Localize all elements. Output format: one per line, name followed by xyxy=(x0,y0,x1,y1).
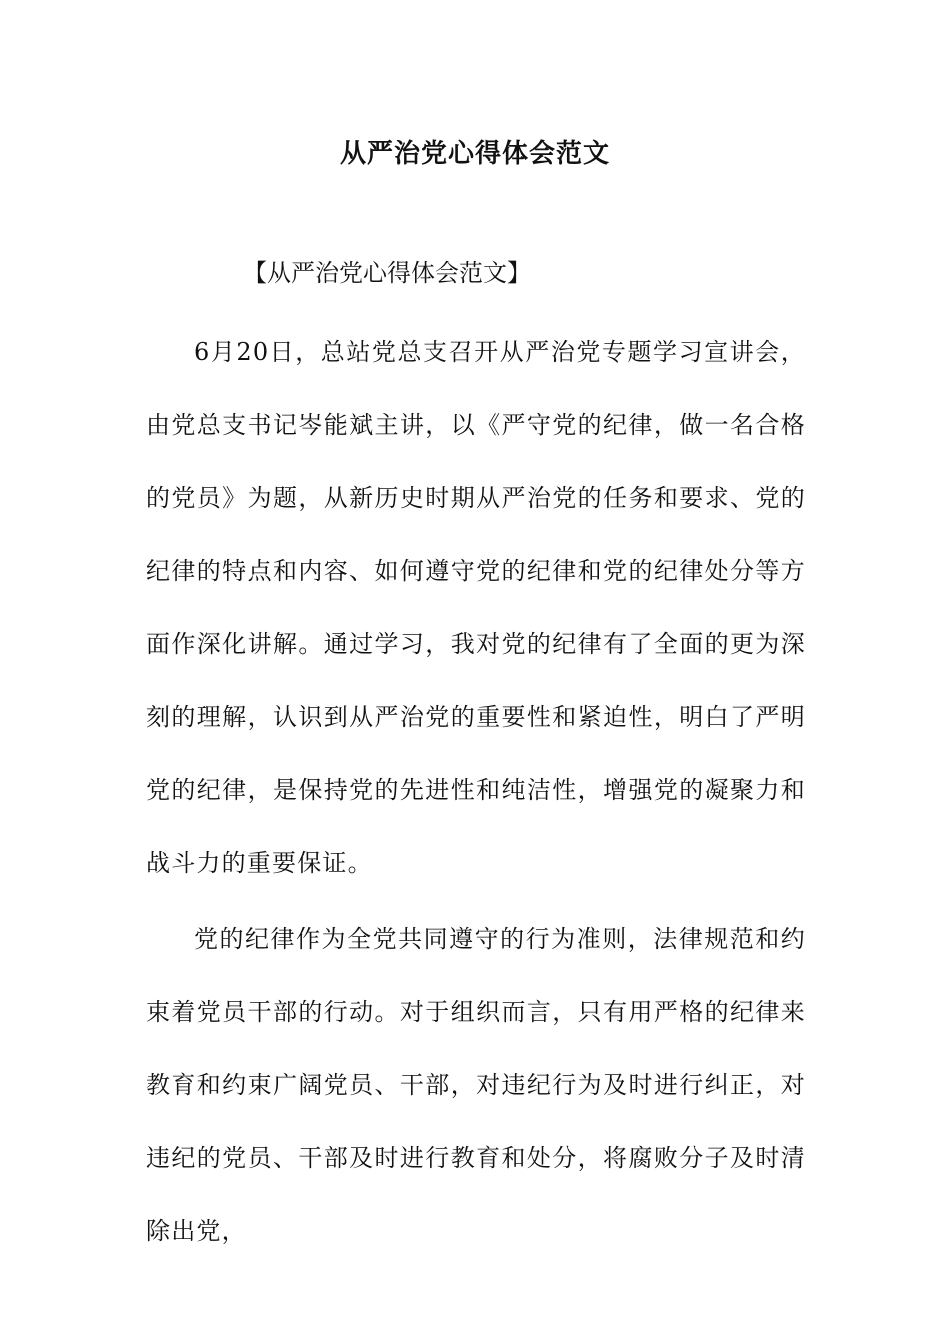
document-title: 从严治党心得体会范文 xyxy=(339,139,610,169)
document-subtitle: 【从严治党心得体会范文】 xyxy=(243,259,531,287)
body-paragraph-2: 党的纪律作为全党共同遵守的行为准则，法律规范和约束着党员干部的行动。对于组织而言，只有用严格的纪律来教育和约束广阔党员、干部，对违纪行为及时进行纠正，对违纪的党员、干部及时进行教育和处分，将腐败分子及时清除出党， xyxy=(146,925,806,1245)
body-paragraph-1: 6月20日，总站党总支召开从严治党专题学习宣讲会，由党总支书记岑能斌主讲，以《严守党的纪律，做一名合格的党员》为题，从新历史时期从严治党的任务和要求、党的纪律的特点和内容、如何遵守党的纪律和党的纪律处分等方面作深化讲解。通过学习，我对党的纪律有了全面的更为深刻的理解，认识到从严治党的重要性和紧迫性，明白了严明党的纪律，是保持党的先进性和纯洁性，增强党的凝聚力和战斗力的重要保证。 xyxy=(146,338,806,877)
